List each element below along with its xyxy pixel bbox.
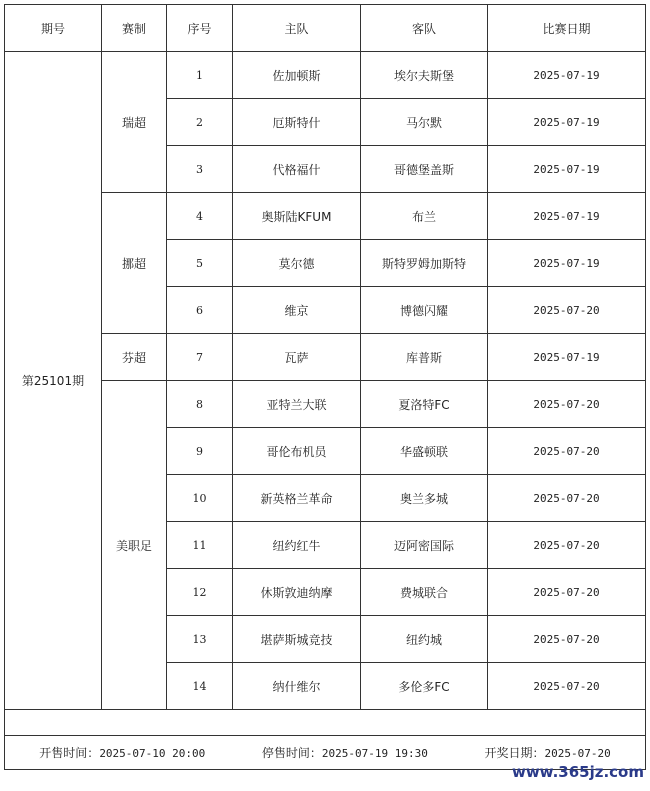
home-team-cell: 堪萨斯城竞技	[233, 616, 361, 663]
footer-info	[5, 744, 645, 761]
sale-start	[39, 744, 205, 761]
header-date: 比赛日期	[488, 5, 646, 52]
seq-cell: 6	[167, 287, 233, 334]
away-team-cell: 纽约城	[361, 616, 488, 663]
match-schedule-table	[4, 4, 646, 770]
seq-cell: 12	[167, 569, 233, 616]
blank-row	[5, 710, 646, 736]
home-team-cell: 代格福什	[233, 146, 361, 193]
draw-date	[484, 744, 610, 761]
seq-cell: 14	[167, 663, 233, 710]
table-row	[5, 193, 646, 240]
header-league: 赛制	[102, 5, 167, 52]
away-team-cell: 博德闪耀	[361, 287, 488, 334]
league-cell: 瑞超	[102, 52, 167, 193]
home-team-cell: 莫尔德	[233, 240, 361, 287]
league-cell: 挪超	[102, 193, 167, 334]
table-row	[5, 52, 646, 99]
match-date-cell: 2025-07-20	[488, 522, 646, 569]
away-team-cell: 斯特罗姆加斯特	[361, 240, 488, 287]
match-date-cell: 2025-07-19	[488, 146, 646, 193]
away-team-cell: 库普斯	[361, 334, 488, 381]
away-team-cell: 华盛顿联	[361, 428, 488, 475]
match-date-cell: 2025-07-20	[488, 569, 646, 616]
header-away: 客队	[361, 5, 488, 52]
seq-cell: 5	[167, 240, 233, 287]
draw-date-label: 开奖日期：	[484, 746, 545, 760]
seq-cell: 2	[167, 99, 233, 146]
away-team-cell: 奥兰多城	[361, 475, 488, 522]
match-date-cell: 2025-07-19	[488, 240, 646, 287]
away-team-cell: 布兰	[361, 193, 488, 240]
seq-cell: 7	[167, 334, 233, 381]
header-seq: 序号	[167, 5, 233, 52]
seq-cell: 1	[167, 52, 233, 99]
period-cell: 第25101期	[5, 52, 102, 710]
watermark: www.365jz.com	[511, 763, 644, 781]
match-date-cell: 2025-07-20	[488, 428, 646, 475]
league-cell: 美职足	[102, 381, 167, 710]
match-date-cell: 2025-07-19	[488, 52, 646, 99]
home-team-cell: 厄斯特什	[233, 99, 361, 146]
match-date-cell: 2025-07-19	[488, 334, 646, 381]
header-home: 主队	[233, 5, 361, 52]
home-team-cell: 休斯敦迪纳摩	[233, 569, 361, 616]
seq-cell: 10	[167, 475, 233, 522]
away-team-cell: 马尔默	[361, 99, 488, 146]
away-team-cell: 迈阿密国际	[361, 522, 488, 569]
home-team-cell: 维京	[233, 287, 361, 334]
home-team-cell: 奥斯陆KFUM	[233, 193, 361, 240]
match-date-cell: 2025-07-20	[488, 475, 646, 522]
away-team-cell: 埃尔夫斯堡	[361, 52, 488, 99]
match-date-cell: 2025-07-20	[488, 287, 646, 334]
sale-start-value: 2025-07-10 20:00	[99, 747, 206, 760]
home-team-cell: 纽约红牛	[233, 522, 361, 569]
home-team-cell: 哥伦布机员	[233, 428, 361, 475]
away-team-cell: 哥德堡盖斯	[361, 146, 488, 193]
draw-date-value: 2025-07-20	[544, 747, 611, 760]
blank-cell	[5, 710, 646, 736]
match-date-cell: 2025-07-20	[488, 381, 646, 428]
table-row	[5, 334, 646, 381]
sale-stop-value: 2025-07-19 19:30	[321, 747, 428, 760]
sale-stop-label: 停售时间：	[261, 746, 322, 760]
away-team-cell: 费城联合	[361, 569, 488, 616]
match-date-cell: 2025-07-20	[488, 616, 646, 663]
seq-cell: 9	[167, 428, 233, 475]
seq-cell: 13	[167, 616, 233, 663]
league-cell: 芬超	[102, 334, 167, 381]
home-team-cell: 瓦萨	[233, 334, 361, 381]
match-date-cell: 2025-07-19	[488, 99, 646, 146]
home-team-cell: 新英格兰革命	[233, 475, 361, 522]
away-team-cell: 多伦多FC	[361, 663, 488, 710]
home-team-cell: 亚特兰大联	[233, 381, 361, 428]
sale-stop	[262, 744, 428, 761]
away-team-cell: 夏洛特FC	[361, 381, 488, 428]
header-row	[5, 5, 646, 52]
table-row	[5, 381, 646, 428]
home-team-cell: 佐加顿斯	[233, 52, 361, 99]
sale-start-label: 开售时间：	[39, 746, 100, 760]
seq-cell: 4	[167, 193, 233, 240]
seq-cell: 11	[167, 522, 233, 569]
match-date-cell: 2025-07-20	[488, 663, 646, 710]
seq-cell: 3	[167, 146, 233, 193]
seq-cell: 8	[167, 381, 233, 428]
home-team-cell: 纳什维尔	[233, 663, 361, 710]
match-date-cell: 2025-07-19	[488, 193, 646, 240]
header-period: 期号	[5, 5, 102, 52]
